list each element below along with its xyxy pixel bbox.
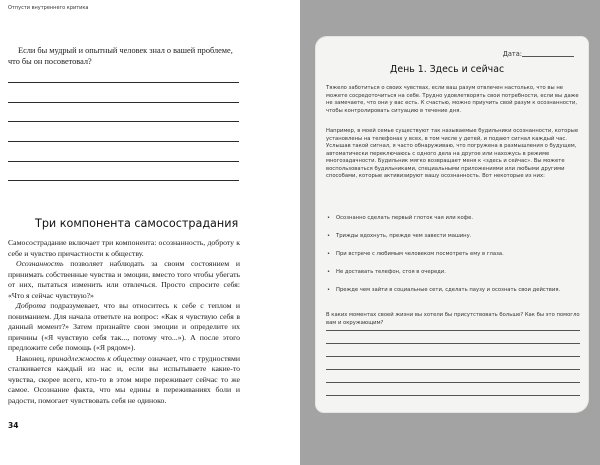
writing-line[interactable]: [326, 382, 580, 383]
term-kindness: Доброта: [16, 301, 46, 310]
paragraph: [8, 354, 240, 407]
date-field[interactable]: [522, 56, 574, 57]
list-item: • Осознанно сделать первый глоток чая или кофе.: [327, 215, 474, 221]
page-number: 34: [8, 421, 19, 430]
writing-line[interactable]: [326, 356, 580, 357]
term-belonging: принадлежность к обществу: [47, 353, 146, 363]
paragraph-text: позволяет наблюдать за своим состоянием и принимать собственные чувства и эмоции, вместо того чтобы убегать от них, пытаться изменить или отвлечься. Просто спросите себя: «Что я сейчас чувствую?»: [8, 259, 240, 300]
card-title: День 1. Здесь и сейчас: [390, 64, 505, 75]
bullet-icon: •: [327, 251, 331, 257]
list-item: • Прежде чем зайти в социальные сети, сделать паузу и осознать свои действия.: [327, 287, 561, 293]
running-head: Отпусти внутреннего критика: [8, 5, 89, 11]
writing-line[interactable]: [8, 102, 239, 103]
writing-line[interactable]: [326, 330, 580, 331]
list-item: • Не доставать телефон, стоя в очереди.: [327, 269, 446, 275]
writing-line[interactable]: [8, 161, 239, 162]
bullet-icon: •: [327, 287, 331, 293]
list-item: • Трижды вдохнуть, прежде чем завести машину.: [327, 233, 472, 239]
section-title: Три компонента самосострадания: [35, 217, 239, 230]
paragraph-text: означает, что с трудностями сталкивается каждый из нас и, если вы испытываете какие-то чувства, скорее всего, кто-то в этом мире переживает сейчас то же самое. Осознание факта, что мы едины в переживаниях боли и радости, помогает чувствовать себя не одиноко.: [8, 353, 240, 405]
bullet-icon: •: [327, 233, 331, 239]
bullet-icon: •: [327, 215, 331, 221]
writing-line[interactable]: [8, 82, 239, 83]
writing-line[interactable]: [326, 369, 580, 370]
paragraph: [8, 301, 240, 354]
writing-line[interactable]: [326, 343, 580, 344]
term-mindfulness: Осознанность: [16, 259, 64, 268]
card-intro: Тяжело заботиться о своих чувствах, если ваш разум отвлечен настолько, что вы не можете сосредоточиться на себе. Трудно удовлетворять свои потребности, если вы даже не замечаете, что они у вас есть. К счастью, можно приучить свой разум к осознанности, чтобы контролировать ситуацию в течение дня.: [326, 85, 579, 114]
writing-line[interactable]: [326, 395, 580, 396]
paragraph: [8, 259, 240, 301]
writing-line[interactable]: [8, 180, 239, 181]
reflection-prompt: Если бы мудрый и опытный человек знал о вашей проблеме, что бы он посоветовал?: [8, 46, 233, 66]
body-text: [8, 238, 240, 406]
mindfulness-list: [326, 215, 580, 305]
card-question: В каких моментах своей жизни вы хотели бы присутствовать больше? Как бы это помогло вам и окружающим?: [326, 312, 580, 326]
journal-card: [316, 37, 588, 412]
bullet-icon: •: [327, 269, 331, 275]
card-example: Например, в моей семье существуют так называемые будильники осознанности, которые установлены на телефонах у всех, в том числе у детей, и подают сигнал каждый час. Услышав такой сигнал, я часто обнаруживаю, что погружена в размышления о будущем, автоматически переключаюсь с одного дела на другое или нахожусь в режиме многозадачности. Будильник мягко возвращает меня к «здесь и сейчас». Вы можете воспользоваться будильниками, специальными приложениями или любыми другими способами, которые активизируют вашу осознанность. Вот некоторые из них:: [326, 128, 579, 179]
paragraph: Самосострадание включает три компонента: осознанность, доброту к себе и чувство причастности к обществу.: [8, 238, 240, 258]
writing-line[interactable]: [8, 121, 239, 122]
list-item: • При встрече с любимым человеком посмотреть ему в глаза.: [327, 251, 504, 257]
date-label: Дата:: [502, 50, 522, 58]
paragraph-text: подразумевает, что вы относитесь к себе с теплом и пониманием. Для начала ответьте на вопрос: «Как я чувствую себя в данный момент?» Затем признайте свои эмоции и определите их причины («Я чувствую себя так..., потому что...»). А после этого предложите себе помощь («Я рядом»).: [8, 301, 240, 352]
writing-line[interactable]: [8, 141, 239, 142]
paragraph-text: Наконец,: [16, 353, 48, 363]
